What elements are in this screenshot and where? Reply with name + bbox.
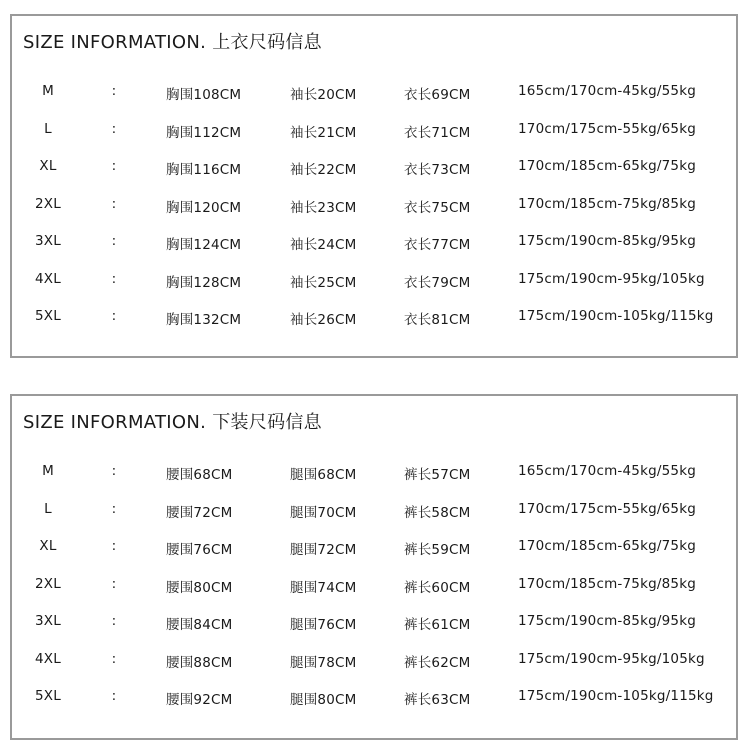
sleeve-value: 袖长23CM <box>290 199 357 216</box>
table-row <box>12 605 736 643</box>
table-row <box>12 263 736 301</box>
size-label: 5XL <box>35 308 61 324</box>
fit-range: 175cm/190cm-105kg/115kg <box>518 308 714 324</box>
bottoms-panel-title: SIZE INFORMATION. 下装尺码信息 <box>23 412 322 433</box>
separator-colon: : <box>111 308 117 324</box>
size-label: 2XL <box>35 575 61 592</box>
fit-range: 170cm/185cm-65kg/75kg <box>518 158 696 174</box>
table-row <box>12 300 736 338</box>
tops-size-panel <box>10 14 738 358</box>
fit-range: 165cm/170cm-45kg/55kg <box>518 83 696 99</box>
length-value: 衣长69CM <box>404 87 471 103</box>
length-value: 衣长73CM <box>404 162 471 178</box>
table-row <box>12 188 736 226</box>
fit-range: 170cm/185cm-75kg/85kg <box>518 195 696 212</box>
table-row <box>12 568 736 606</box>
waist-value: 腰围76CM <box>166 542 233 558</box>
separator-colon: : <box>111 83 117 99</box>
size-label: M <box>42 463 54 479</box>
size-label: XL <box>39 158 57 174</box>
fit-range: 175cm/190cm-85kg/95kg <box>518 233 696 249</box>
waist-value: 腰围88CM <box>166 654 233 671</box>
chest-value: 胸围116CM <box>166 162 242 178</box>
sleeve-value: 袖长20CM <box>290 87 357 103</box>
table-row <box>12 225 736 263</box>
thigh-value: 腿围80CM <box>290 692 357 708</box>
size-label: 3XL <box>35 233 61 249</box>
table-row <box>12 530 736 568</box>
length-value: 衣长71CM <box>404 124 471 141</box>
tops-size-table <box>12 75 736 338</box>
table-row <box>12 113 736 151</box>
separator-colon: : <box>111 613 117 629</box>
thigh-value: 腿围76CM <box>290 617 357 633</box>
fit-range: 175cm/190cm-95kg/105kg <box>518 650 705 667</box>
waist-value: 腰围92CM <box>166 692 233 708</box>
thigh-value: 腿围74CM <box>290 579 357 596</box>
separator-colon: : <box>111 120 117 137</box>
length-value: 裤长58CM <box>404 504 471 521</box>
table-row <box>12 75 736 113</box>
size-label: 5XL <box>35 688 61 704</box>
size-label: XL <box>39 538 57 554</box>
length-value: 裤长61CM <box>404 617 471 633</box>
fit-range: 175cm/190cm-105kg/115kg <box>518 688 714 704</box>
fit-range: 170cm/185cm-65kg/75kg <box>518 538 696 554</box>
length-value: 衣长79CM <box>404 274 471 291</box>
separator-colon: : <box>111 538 117 554</box>
fit-range: 175cm/190cm-85kg/95kg <box>518 613 696 629</box>
thigh-value: 腿围78CM <box>290 654 357 671</box>
chest-value: 胸围108CM <box>166 87 242 103</box>
chest-value: 胸围120CM <box>166 199 242 216</box>
length-value: 衣长77CM <box>404 237 471 253</box>
chest-value: 胸围132CM <box>166 312 242 328</box>
length-value: 裤长62CM <box>404 654 471 671</box>
bottoms-size-table <box>12 455 736 718</box>
separator-colon: : <box>111 688 117 704</box>
waist-value: 腰围72CM <box>166 504 233 521</box>
table-row <box>12 643 736 681</box>
separator-colon: : <box>111 500 117 517</box>
thigh-value: 腿围68CM <box>290 467 357 483</box>
sleeve-value: 袖长26CM <box>290 312 357 328</box>
table-row <box>12 150 736 188</box>
sleeve-value: 袖长25CM <box>290 274 357 291</box>
size-label: L <box>44 120 52 137</box>
separator-colon: : <box>111 575 117 592</box>
separator-colon: : <box>111 158 117 174</box>
sleeve-value: 袖长24CM <box>290 237 357 253</box>
separator-colon: : <box>111 195 117 212</box>
chest-value: 胸围124CM <box>166 237 242 253</box>
length-value: 裤长59CM <box>404 542 471 558</box>
sleeve-value: 袖长22CM <box>290 162 357 178</box>
size-label: 3XL <box>35 613 61 629</box>
waist-value: 腰围84CM <box>166 617 233 633</box>
waist-value: 腰围68CM <box>166 467 233 483</box>
fit-range: 170cm/175cm-55kg/65kg <box>518 500 696 517</box>
chest-value: 胸围112CM <box>166 124 242 141</box>
waist-value: 腰围80CM <box>166 579 233 596</box>
length-value: 衣长75CM <box>404 199 471 216</box>
fit-range: 170cm/185cm-75kg/85kg <box>518 575 696 592</box>
bottoms-size-panel <box>10 394 738 740</box>
length-value: 衣长81CM <box>404 312 471 328</box>
length-value: 裤长60CM <box>404 579 471 596</box>
chest-value: 胸围128CM <box>166 274 242 291</box>
fit-range: 170cm/175cm-55kg/65kg <box>518 120 696 137</box>
separator-colon: : <box>111 650 117 667</box>
separator-colon: : <box>111 270 117 287</box>
table-row <box>12 680 736 718</box>
length-value: 裤长63CM <box>404 692 471 708</box>
fit-range: 175cm/190cm-95kg/105kg <box>518 270 705 287</box>
size-label: 4XL <box>35 650 61 667</box>
tops-panel-title: SIZE INFORMATION. 上衣尺码信息 <box>23 32 322 53</box>
thigh-value: 腿围72CM <box>290 542 357 558</box>
separator-colon: : <box>111 463 117 479</box>
separator-colon: : <box>111 233 117 249</box>
size-label: 4XL <box>35 270 61 287</box>
sleeve-value: 袖长21CM <box>290 124 357 141</box>
size-label: 2XL <box>35 195 61 212</box>
length-value: 裤长57CM <box>404 467 471 483</box>
table-row <box>12 493 736 531</box>
fit-range: 165cm/170cm-45kg/55kg <box>518 463 696 479</box>
thigh-value: 腿围70CM <box>290 504 357 521</box>
size-label: M <box>42 83 54 99</box>
table-row <box>12 455 736 493</box>
size-label: L <box>44 500 52 517</box>
